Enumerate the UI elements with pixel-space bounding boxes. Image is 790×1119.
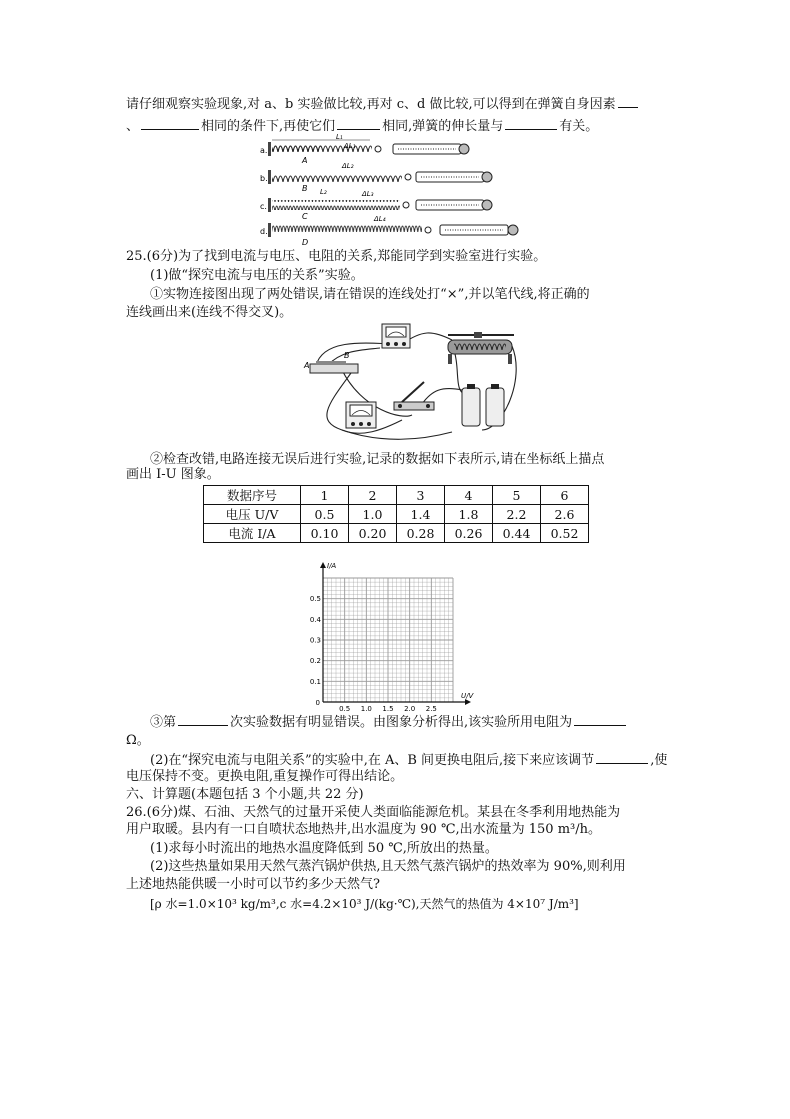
ammeter bbox=[382, 324, 410, 348]
row-label-b: b. bbox=[260, 174, 268, 183]
spring-label-A: A bbox=[302, 156, 308, 165]
y-tick-label: 0.5 bbox=[309, 595, 321, 604]
row-label-d: d. bbox=[260, 227, 268, 236]
table-cell: 0.44 bbox=[493, 524, 541, 543]
table-cell: 4 bbox=[445, 486, 493, 505]
y-tick-label: 0.2 bbox=[309, 657, 321, 666]
table-cell: 5 bbox=[493, 486, 541, 505]
delta-L2: ΔL₂ bbox=[342, 162, 354, 170]
y-axis-arrow bbox=[320, 562, 326, 568]
table-cell: 1 bbox=[301, 486, 349, 505]
q25-part1a-line1: ①实物连接图出现了两处错误,请在错误的连线处打“×”,并以笔代线,将正确的 bbox=[150, 287, 590, 302]
q25-part2-line1: (2)在“探究电流与电阻关系”的实验中,在 A、B 间更换电阻后,接下来应该调节 ,使 bbox=[150, 753, 668, 768]
table-cell: 0.5 bbox=[301, 505, 349, 524]
table-cell: 1.8 bbox=[445, 505, 493, 524]
data-table bbox=[203, 485, 589, 543]
table-cell: 1.0 bbox=[349, 505, 397, 524]
q25-part1b-line1: ②检查改错,电路连接无误后进行实验,记录的数据如下表所示,请在坐标纸上描点 bbox=[150, 452, 605, 467]
table-row bbox=[204, 505, 589, 524]
table-cell: 0.28 bbox=[397, 524, 445, 543]
answer-blank[interactable] bbox=[141, 117, 199, 130]
q25-part1: (1)做“探究电流与电压的关系”实验。 bbox=[150, 268, 364, 283]
length-L1: L₁ bbox=[336, 133, 343, 141]
q26-line-2: 用户取暖。县内有一口自喷状态地热井,出水温度为 90 ℃,出水流量为 150 m³/h。 bbox=[126, 822, 601, 837]
table-row bbox=[204, 524, 589, 543]
table-cell: 2 bbox=[349, 486, 397, 505]
batteries bbox=[462, 384, 504, 426]
iu-graph[interactable] bbox=[305, 560, 485, 712]
answer-blank[interactable] bbox=[178, 713, 228, 726]
length-L2: L₂ bbox=[320, 188, 327, 196]
q25-part1a-line2: 连线画出来(连线不得交叉)。 bbox=[126, 305, 293, 320]
table-cell: 0.26 bbox=[445, 524, 493, 543]
delta-L3: ΔL₃ bbox=[362, 190, 374, 198]
y-tick-label: 0.1 bbox=[309, 677, 321, 686]
spring-figure bbox=[258, 132, 528, 248]
switch bbox=[394, 382, 434, 410]
spring-c bbox=[272, 200, 400, 210]
y-tick-label: 0.3 bbox=[309, 636, 321, 645]
table-cell: 0.20 bbox=[349, 524, 397, 543]
x-tick-label: 1.0 bbox=[360, 705, 372, 712]
x-tick-label: 0.5 bbox=[339, 705, 351, 712]
answer-blank[interactable] bbox=[505, 117, 557, 130]
q25-part1c: ③第 次实验数据有明显错误。由图象分析得出,该实验所用电阻为 bbox=[150, 713, 626, 731]
spring-label-D: D bbox=[302, 238, 309, 247]
x-tick-label: 1.5 bbox=[382, 705, 394, 712]
table-cell: 6 bbox=[541, 486, 589, 505]
table-row bbox=[204, 486, 589, 505]
delta-L4: ΔL₄ bbox=[374, 215, 386, 223]
q25-part1c-unit: Ω。 bbox=[126, 733, 150, 748]
q26-line-1: 26.(6分)煤、石油、天然气的过量开采使人类面临能源危机。某县在冬季利用地热能为 bbox=[126, 805, 621, 820]
origin-label: 0 bbox=[315, 699, 320, 707]
answer-blank[interactable] bbox=[596, 751, 648, 764]
answer-blank[interactable] bbox=[574, 713, 626, 726]
rheostat bbox=[448, 332, 514, 364]
row-header: 电压 U/V bbox=[204, 505, 301, 524]
answer-blank[interactable] bbox=[618, 95, 638, 108]
table-cell: 0.52 bbox=[541, 524, 589, 543]
table-cell: 1.4 bbox=[397, 505, 445, 524]
row-label-a: a. bbox=[260, 146, 268, 155]
answer-blank[interactable] bbox=[337, 117, 380, 130]
row-label-c: c. bbox=[260, 202, 267, 211]
spring-row-d bbox=[260, 215, 518, 247]
terminal-A: A bbox=[304, 361, 310, 370]
row-header: 电流 I/A bbox=[204, 524, 301, 543]
q26-part2-line1: (2)这些热量如果用天然气蒸汽锅炉供热,且天然气蒸汽锅炉的热效率为 90%,则利用 bbox=[150, 859, 626, 874]
q24-line-2: 、 相同的条件下,再使它们 相同,弹簧的伸长量与 有关。 bbox=[126, 119, 599, 134]
y-tick-label: 0.4 bbox=[309, 615, 321, 624]
section-6-heading: 六、计算题(本题包括 3 个小题,共 22 分) bbox=[126, 787, 364, 802]
q25-part1b-line2: 画出 I-U 图象。 bbox=[126, 467, 220, 482]
circuit-figure bbox=[302, 320, 526, 444]
q26-part1: (1)求每小时流出的地热水温度降低到 50 ℃,所放出的热量。 bbox=[150, 841, 498, 856]
table-cell: 3 bbox=[397, 486, 445, 505]
table-cell: 2.2 bbox=[493, 505, 541, 524]
x-axis-label: U/V bbox=[461, 692, 474, 700]
table-cell: 0.10 bbox=[301, 524, 349, 543]
spring-row-a bbox=[260, 133, 469, 165]
q25-part2-line2: 电压保持不变。更换电阻,重复操作可得出结论。 bbox=[126, 769, 404, 784]
q26-part2-line2: 上述地热能供暖一小时可以节约多少天然气? bbox=[126, 877, 380, 892]
x-tick-label: 2.5 bbox=[425, 705, 437, 712]
voltmeter bbox=[346, 402, 376, 428]
resistor-board bbox=[303, 351, 358, 373]
q25-heading: 25.(6分)为了找到电流与电压、电阻的关系,郑能同学到实验室进行实验。 bbox=[126, 249, 547, 264]
delta-L1: ΔL₁ bbox=[344, 142, 356, 150]
table-cell: 2.6 bbox=[541, 505, 589, 524]
spring-label-B: B bbox=[302, 184, 308, 193]
q24-line-1: 请仔细观察实验现象,对 a、b 实验做比较,再对 c、d 做比较,可以得到在弹簧自身因素 bbox=[126, 95, 638, 113]
spring-row-b bbox=[260, 162, 492, 193]
q26-given-constants: [ρ 水=1.0×10³ kg/m³,c 水=4.2×10³ J/(kg·℃),天然气的热值为 4×10⁷ J/m³] bbox=[150, 897, 579, 911]
spring-label-C: C bbox=[302, 212, 308, 221]
x-tick-label: 2.0 bbox=[404, 705, 416, 712]
y-axis-label: I/A bbox=[327, 562, 337, 570]
spring-d bbox=[272, 225, 422, 235]
terminal-B: B bbox=[344, 351, 350, 360]
row-header: 数据序号 bbox=[204, 486, 301, 505]
spring-b bbox=[272, 172, 402, 182]
